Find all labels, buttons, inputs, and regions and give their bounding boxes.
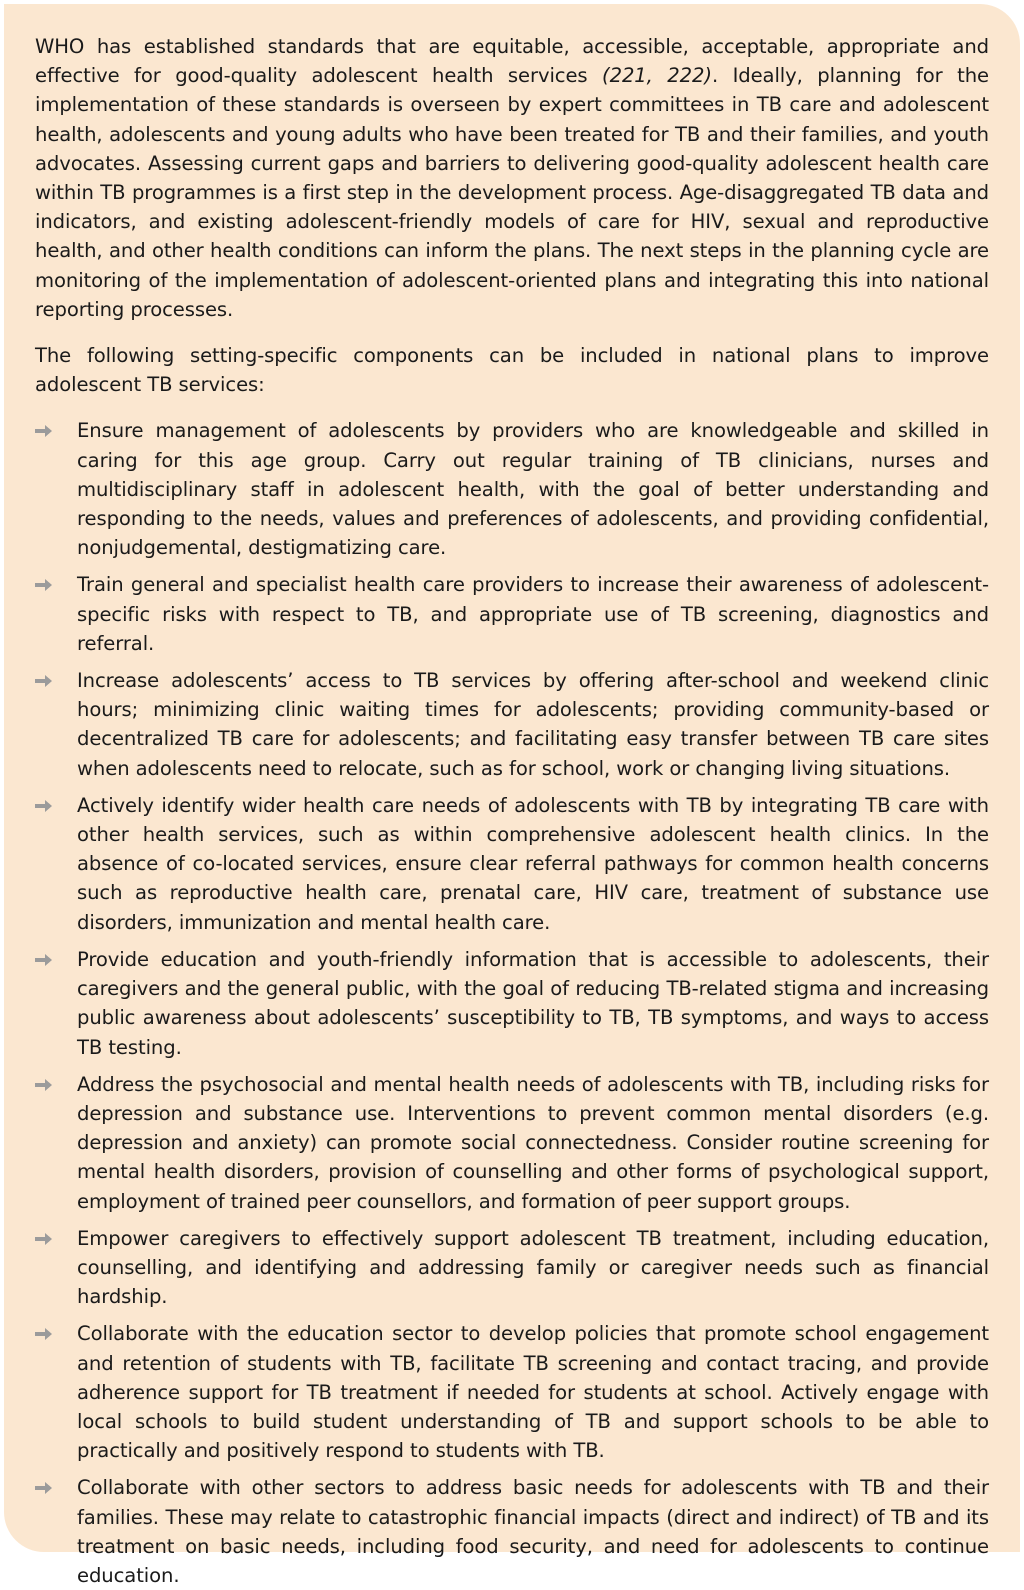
list-item xyxy=(35,1224,989,1312)
list-item-text: Actively identify wider health care needs of adolescents with TB by integrating TB care with other health services, such as within comprehensive adolescent health clinics. In the absence of co-located services, ensure clear referral pathways for common health concerns such as reproductive health care, prenatal care, HIV care, treatment of substance use disorders, immunization and mental health care. xyxy=(77,793,989,934)
list-item-text: Address the psychosocial and mental health needs of adolescents with TB, including risks for depression and substance use. Interventions to prevent common mental disorders (e.g. depression and anxiety) can promote social connectedness. Consider routine screening for mental health disorders, provision of counselling and other forms of psychological support, employment of trained peer counsellors, and formation of peer support groups. xyxy=(77,1072,989,1213)
arrow-right-icon xyxy=(35,945,61,974)
list-item xyxy=(35,1070,989,1216)
list-item xyxy=(35,666,989,783)
list-item xyxy=(35,1473,989,1590)
component-list xyxy=(35,416,989,1590)
content-panel xyxy=(4,4,1020,1587)
arrow-right-icon xyxy=(35,570,61,599)
list-item xyxy=(35,416,989,562)
list-item xyxy=(35,1319,989,1465)
list-item-text: Train general and specialist health care providers to increase their awareness of adolescent-specific risks with respect to TB, and appropriate use of TB screening, diagnostics and referral. xyxy=(77,573,989,655)
intro-text-before-ref: WHO has established standards that are equitable, accessible, acceptable, appropriate and effective for good-quality adolescent health services xyxy=(35,35,989,88)
list-item-text: Ensure management of adolescents by providers who are knowledgeable and skilled in caring for this age group. Carry out regular training of TB clinicians, nurses and multidisciplinary staff in adolescent health, with the goal of better understanding and responding to the needs, values and preferences of adolescents, and providing confidential, nonjudgemental, destigmatizing care. xyxy=(77,419,989,560)
list-item xyxy=(35,570,989,658)
intro-text-after-ref: . Ideally, planning for the implementation of these standards is overseen by expert committees in TB care and adolescent health, adolescents and young adults who have been treated for TB and their families, and youth advocates. Assessing current gaps and barriers to delivering good-quality adolescent health care within TB programmes is a first step in the development process. Age-disaggregated TB data and indicators, and existing adolescent-friendly models of care for HIV, sexual and reproductive health, and other health conditions can inform the plans. The next steps in the planning cycle are monitoring of the implementation of adolescent-oriented plans and integrating this into national reporting processes. xyxy=(35,64,989,321)
list-item-text: Empower caregivers to effectively support adolescent TB treatment, including education, counselling, and identifying and addressing family or caregiver needs such as financial hardship. xyxy=(77,1226,989,1309)
lead-in-paragraph: The following setting-specific components can be included in national plans to improve adolescent TB services: xyxy=(35,344,989,397)
list-item-text: Collaborate with the education sector to develop policies that promote school engagement and retention of students with TB, facilitate TB screening and contact tracing, and provide adherence support for TB treatment if needed for students at school. Actively engage with local schools to build student understanding of TB and support schools to be able to practically and positively respond to students with TB. xyxy=(77,1322,989,1463)
arrow-right-icon xyxy=(35,1070,61,1099)
list-item xyxy=(35,945,989,1062)
arrow-right-icon xyxy=(35,416,61,445)
list-item-text: Provide education and youth-friendly information that is accessible to adolescents, their caregivers and the general public, with the goal of reducing TB-related stigma and increasing public awareness about adolescents’ susceptibility to TB, TB symptoms, and ways to access TB testing. xyxy=(77,947,989,1059)
arrow-right-icon xyxy=(35,1473,61,1502)
arrow-right-icon xyxy=(35,791,61,820)
list-item-text: Increase adolescents’ access to TB services by offering after-school and weekend clinic hours; minimizing clinic waiting times for adolescents; providing community-based or decentralized TB care for adolescents; and facilitating easy transfer between TB care sites when adolescents need to relocate, such as for school, work or changing living situations. xyxy=(77,669,989,780)
intro-citation: (221, 222) xyxy=(602,64,712,88)
arrow-right-icon xyxy=(35,666,61,695)
arrow-right-icon xyxy=(35,1224,61,1253)
arrow-right-icon xyxy=(35,1319,61,1348)
list-item xyxy=(35,791,989,937)
list-item-text: Collaborate with other sectors to address basic needs for adolescents with TB and their families. These may relate to catastrophic financial impacts (direct and indirect) of TB and its treatment on basic needs, including food security, and need for adolescents to continue education. xyxy=(77,1476,989,1587)
intro-paragraph xyxy=(35,32,989,324)
